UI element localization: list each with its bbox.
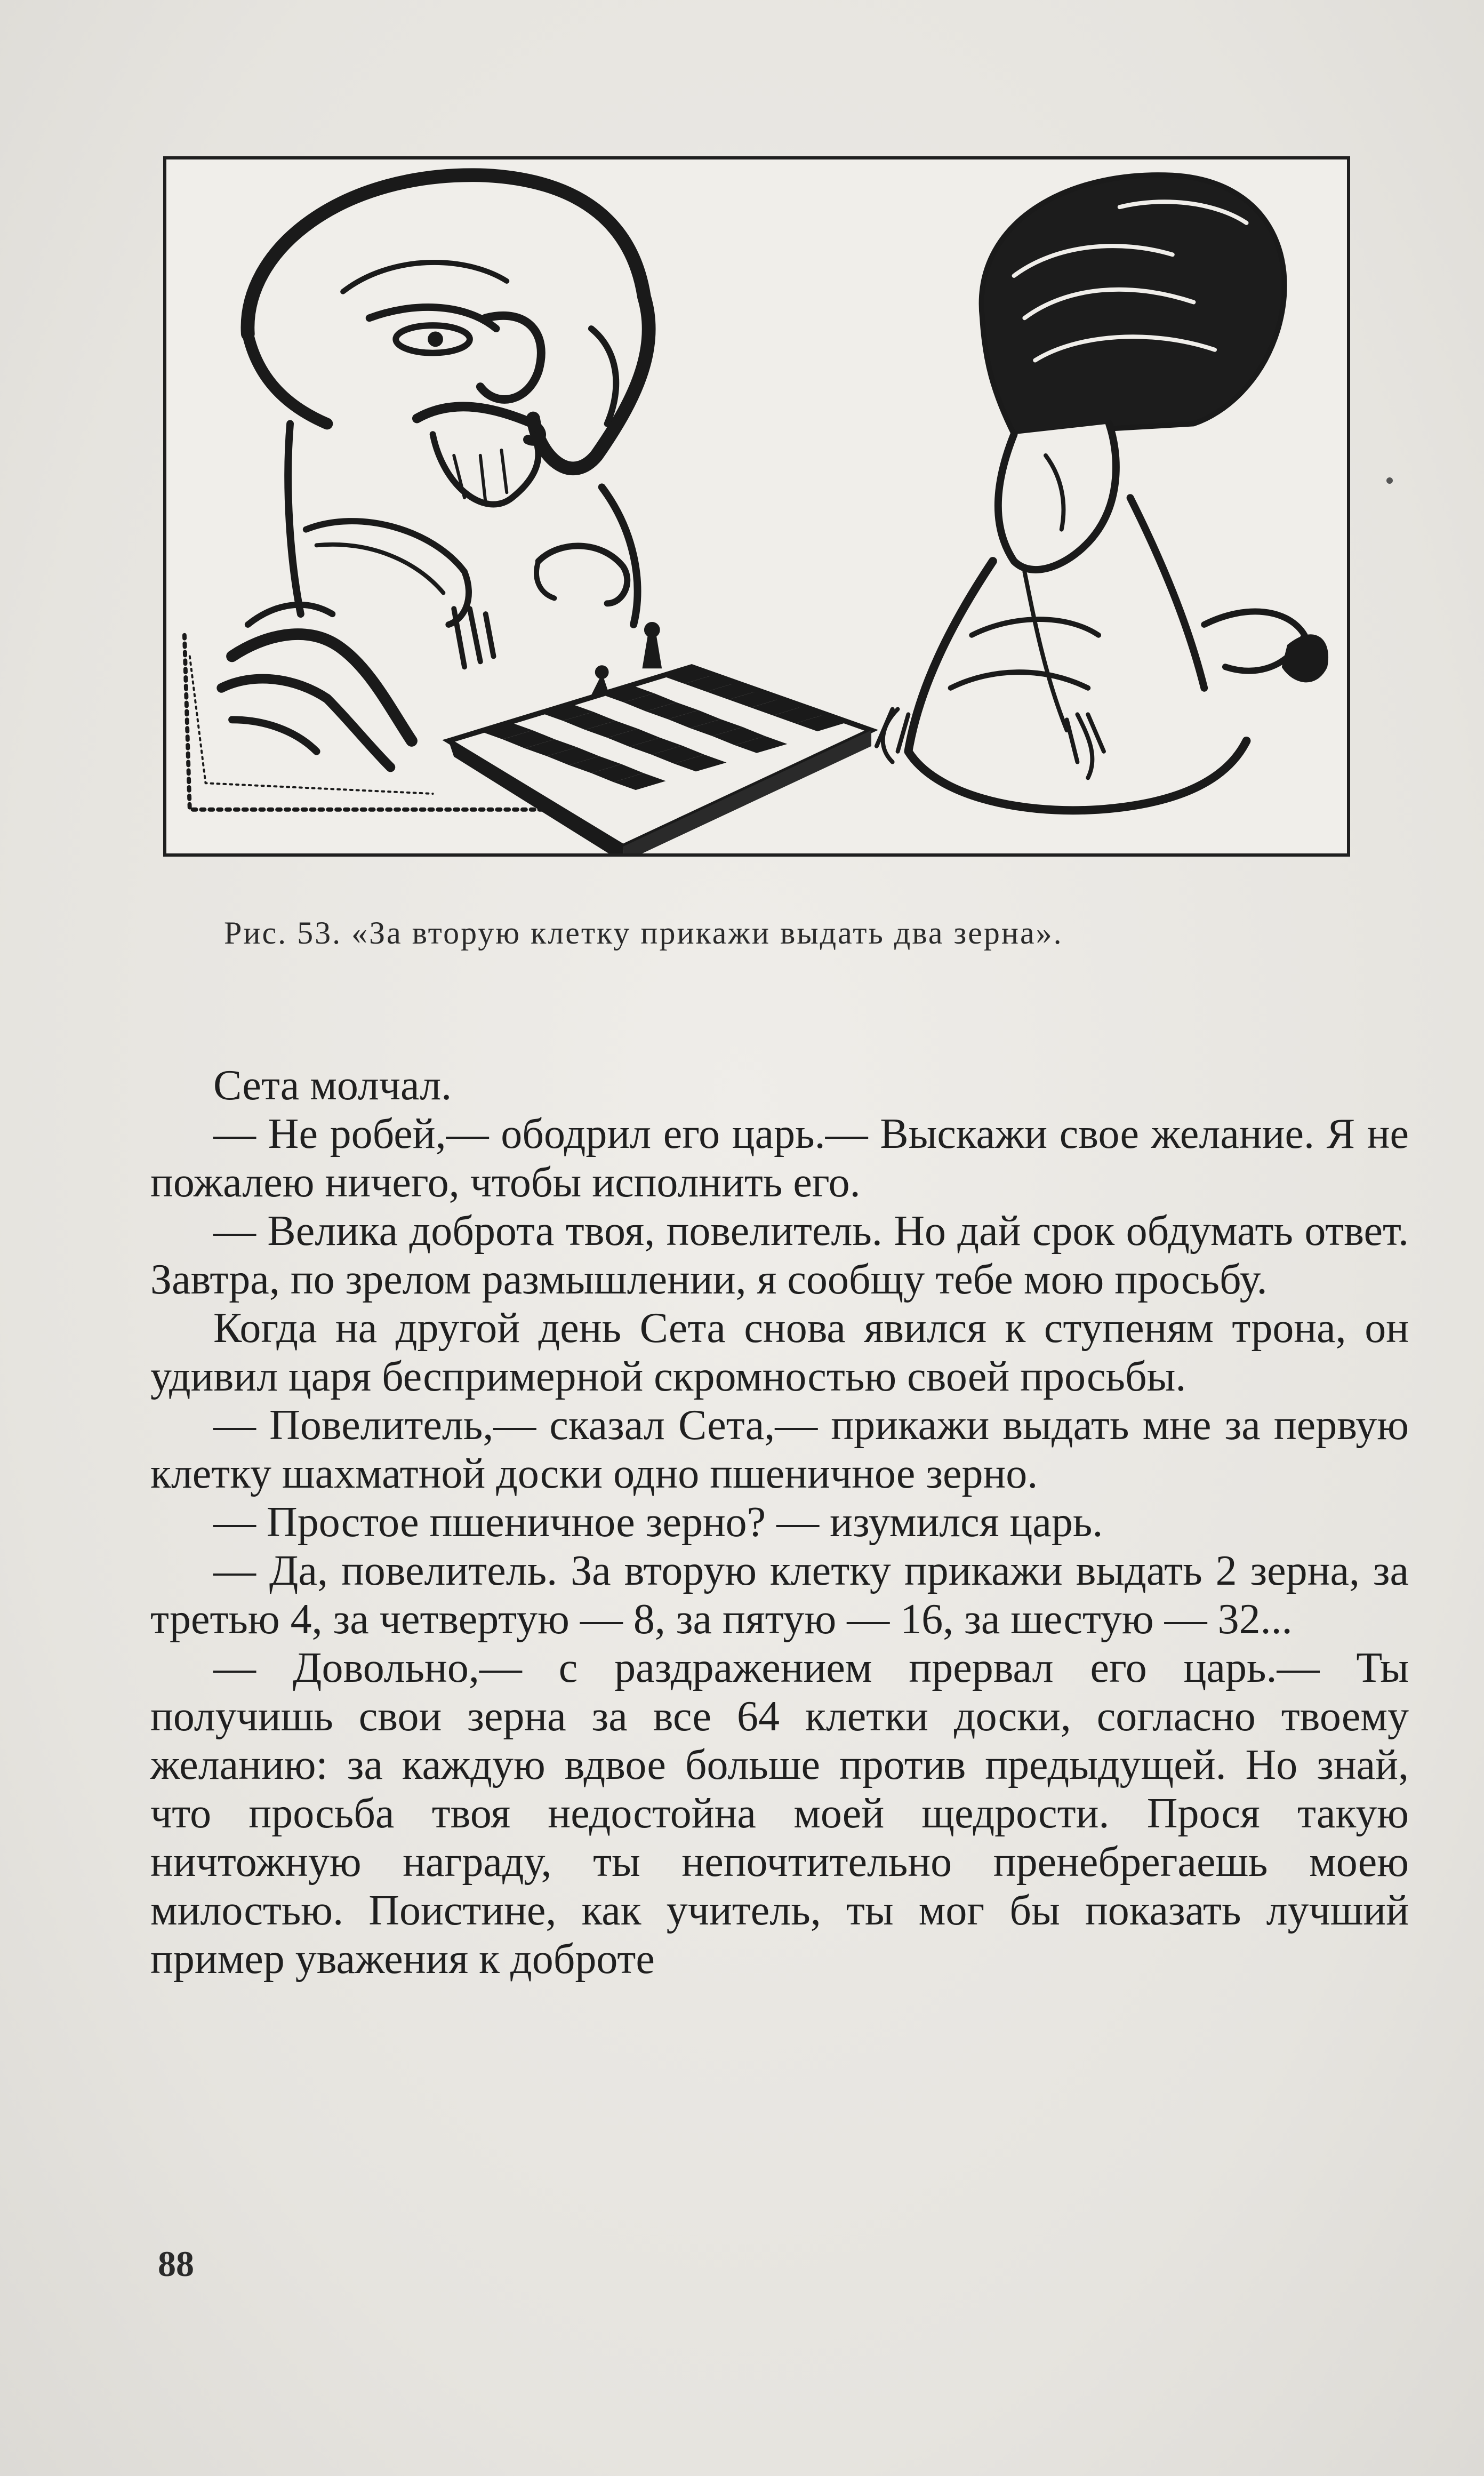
paragraph: — Повелитель,— сказал Сета,— прикажи выдать мне за первую клетку шахматной доски одно пшеничное зерно. [150, 1402, 1409, 1497]
paragraph: — Да, повелитель. За вторую клетку прикажи выдать 2 зерна, за третью 4, за четвертую — 8, за пятую — 16, за шестую — 32... [150, 1547, 1409, 1643]
paragraph: Сета молчал. [213, 1062, 452, 1109]
illustration-figure [163, 156, 1350, 857]
paragraph: — Довольно,— с раздражением прервал его царь.— Ты получишь свои зерна за все 64 клетки доски, согласно твоему желанию: за каждую вдвое больше против предыдущей. Но знай, что просьба твоя недостойна моей щедрости. Прося такую ничтожную награду, ты непочтительно пренебрегаешь моею милостью. Поистине, как учитель, ты мог бы показать лучший пример уважения к доброте [150, 1644, 1409, 1983]
chess-illustration [166, 159, 1347, 853]
page-number: 88 [158, 2243, 194, 2284]
print-speck [1386, 477, 1393, 484]
paragraph: — Простое пшеничное зерно? — изумился царь. [213, 1499, 1103, 1546]
paragraph: — Велика доброта твоя, повелитель. Но дай срок обдумать ответ. Завтра, по зрелом размышлении, я сообщу тебе мою просьбу. [150, 1208, 1409, 1303]
figure-caption: Рис. 53. «За вторую клетку прикажи выдать два зерна». [224, 915, 1063, 951]
paragraph: — Не робей,— ободрил его царь.— Выскажи свое желание. Я не пожалею ничего, чтобы исполнить его. [150, 1111, 1409, 1206]
paragraph: Когда на другой день Сета снова явился к ступеням трона, он удивил царя беспримерной скромностью своей просьбы. [150, 1305, 1409, 1400]
seta-figure [877, 175, 1327, 810]
body-text [150, 1061, 1409, 1984]
chessboard [448, 624, 871, 853]
